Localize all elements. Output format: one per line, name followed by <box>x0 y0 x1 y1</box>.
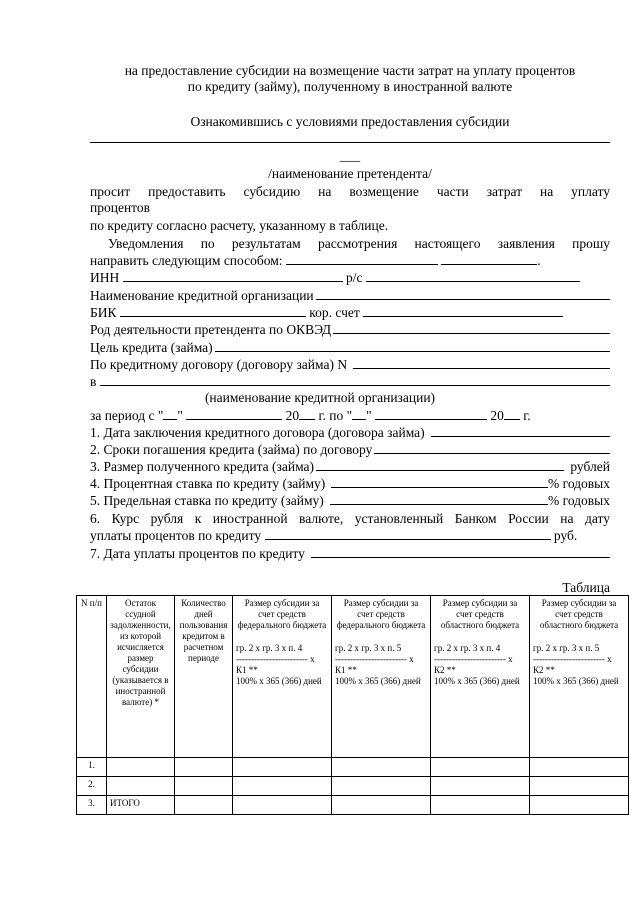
notice-line-1: Уведомления по результатам рассмотрения настоящего заявления прошу <box>108 236 610 251</box>
formula-bottom: 100% х 365 (366) дней <box>434 676 520 686</box>
intro-text: Ознакомившись с условиями предоставления субсидии <box>190 114 510 129</box>
applicant-name-line[interactable] <box>90 130 610 143</box>
rs-label: р/с <box>346 270 363 285</box>
formula-dash: ------------------------ х <box>236 654 315 664</box>
okved-label: Род деятельности претендента по ОКВЭД <box>90 322 332 337</box>
row-number: 2. <box>77 777 107 796</box>
header-regional-2 <box>530 596 629 758</box>
bank-name-row <box>90 288 610 304</box>
formula-dash: ------------------------ х <box>335 654 414 664</box>
item-6-unit: руб. <box>553 528 578 543</box>
notice-method-field[interactable] <box>286 253 438 265</box>
request-line-1: просит предоставить субсидию на возмещение части затрат на уплату <box>90 184 610 199</box>
table-cell[interactable] <box>233 777 332 796</box>
formula-top: гр. 2 х гр. 3 х п. 5 <box>533 643 600 653</box>
table-row <box>77 777 629 796</box>
max-rate-field[interactable] <box>330 493 548 505</box>
item-7-label: 7. Дата уплаты процентов по кредиту <box>90 546 305 561</box>
formula-federal-1 <box>236 643 328 687</box>
header-federal-2 <box>332 596 431 758</box>
item-6-row <box>90 528 610 544</box>
bank-name-label: Наименование кредитной организации <box>90 288 314 303</box>
item-4-label: 4. Процентная ставка по кредиту (займу) <box>90 476 326 491</box>
table-title: Таблица <box>562 580 610 595</box>
table-cell[interactable] <box>175 796 233 815</box>
header-federal-1 <box>233 596 332 758</box>
table-cell[interactable] <box>175 777 233 796</box>
period-to-year-field[interactable] <box>504 408 520 420</box>
request-line-3: по кредиту согласно расчету, указанному в таблице. <box>90 218 389 233</box>
exchange-rate-field[interactable] <box>265 528 551 540</box>
purpose-field[interactable] <box>215 340 610 352</box>
total-label: ИТОГО <box>107 796 175 815</box>
formula-top: гр. 2 х гр. 3 х п. 4 <box>434 643 501 653</box>
formula-coef: К1 ** <box>236 665 258 675</box>
table-cell[interactable] <box>107 777 175 796</box>
bank-name-field[interactable] <box>316 288 610 300</box>
table-cell[interactable] <box>332 796 431 815</box>
formula-bottom: 100% х 365 (366) дней <box>533 676 619 686</box>
item-3-label: 3. Размер полученного кредита (займа) <box>90 459 315 474</box>
subsidy-table <box>76 595 629 815</box>
period-prefix: за период с " <box>90 408 164 423</box>
item-1-label: 1. Дата заключения кредитного договора (договора займа) <box>90 425 425 440</box>
kor-label: кор. счет <box>309 305 360 320</box>
formula-federal-2 <box>335 643 427 687</box>
notice-method-field-2[interactable] <box>441 253 537 265</box>
period-from-month-field[interactable] <box>186 408 282 420</box>
applicant-name-caption: /наименование претендента/ <box>268 166 432 181</box>
table-cell[interactable] <box>332 758 431 777</box>
formula-dash: ------------------------ х <box>533 654 612 664</box>
header-federal-1-label: Размер субсидии за счет средств федерального бюджета <box>237 598 327 630</box>
bank-in-field[interactable] <box>100 374 610 386</box>
item-5-row <box>90 493 610 509</box>
notice-line-2: направить следующим способом: <box>90 253 283 268</box>
period-year-1: 20 <box>285 408 300 423</box>
formula-top: гр. 2 х гр. 3 х п. 4 <box>236 643 303 653</box>
formula-coef: К2 ** <box>533 665 555 675</box>
table-row <box>77 758 629 777</box>
formula-top: гр. 2 х гр. 3 х п. 5 <box>335 643 402 653</box>
rs-field[interactable] <box>366 270 580 282</box>
bik-row <box>90 305 610 321</box>
applicant-name-tail: ___ <box>339 148 361 163</box>
contract-row <box>90 357 610 373</box>
table-cell[interactable] <box>233 796 332 815</box>
table-cell[interactable] <box>431 777 530 796</box>
okved-field[interactable] <box>333 322 610 334</box>
period-to-month-field[interactable] <box>375 408 487 420</box>
formula-coef: К1 ** <box>335 665 357 675</box>
table-header-row <box>77 596 629 758</box>
row-number: 3. <box>77 796 107 815</box>
purpose-row <box>90 340 610 356</box>
interest-payment-date-field[interactable] <box>311 546 610 558</box>
formula-coef: К2 ** <box>434 665 456 675</box>
item-6-line-1: 6. Курс рубля к иностранной валюте, установленный Банком России на дату <box>90 511 610 526</box>
bik-label: БИК <box>90 305 117 320</box>
period-year-2: 20 <box>490 408 504 423</box>
bank-caption: (наименование кредитной организации) <box>204 390 436 405</box>
item-5-unit: % годовых <box>548 493 610 508</box>
inn-field[interactable] <box>123 270 343 282</box>
table-cell[interactable] <box>332 777 431 796</box>
item-4-row <box>90 476 610 492</box>
okved-row <box>90 322 610 338</box>
header-federal-2-label: Размер субсидии за счет средств федерального бюджета <box>336 598 426 630</box>
period-to-day-field[interactable] <box>352 408 366 420</box>
period-suffix: г. <box>523 408 531 423</box>
purpose-label: Цель кредита (займа) <box>90 340 213 355</box>
header-n: N п/п <box>77 596 107 758</box>
item-3-unit: рублей <box>570 459 610 474</box>
item-4-unit: % годовых <box>548 476 610 491</box>
period-quote-2: " <box>366 408 372 423</box>
item-6-line-2: уплаты процентов по кредиту <box>90 528 262 543</box>
table-cell[interactable] <box>175 758 233 777</box>
row-number: 1. <box>77 758 107 777</box>
bank-in-row <box>90 374 610 390</box>
contract-number-field[interactable] <box>353 357 610 369</box>
period-quote-1: " <box>177 408 183 423</box>
repayment-terms-field[interactable] <box>374 442 610 454</box>
in-label: в <box>90 374 97 389</box>
kor-field[interactable] <box>363 305 563 317</box>
heading-line-1: на предоставление субсидии на возмещение части затрат на уплату процентов <box>124 63 576 78</box>
table-row-total <box>77 796 629 815</box>
formula-regional-2 <box>533 643 625 687</box>
table-cell[interactable] <box>530 758 629 777</box>
item-3-row <box>90 459 610 475</box>
table-cell[interactable] <box>530 796 629 815</box>
header-balance: Остаток ссудной задолженности, из которой исчисляется размер субсидии (указывается в иностранной валюте) * <box>107 596 175 758</box>
formula-bottom: 100% х 365 (366) дней <box>335 676 421 686</box>
formula-dash: ------------------------ х <box>434 654 513 664</box>
header-days: Количество дней пользования кредитом в расчетном периоде <box>175 596 233 758</box>
loan-amount-field[interactable] <box>316 459 564 471</box>
bik-field[interactable] <box>120 305 306 317</box>
request-line-2: процентов <box>90 200 151 215</box>
notice-line-2-row: направить следующим способом: . <box>90 253 541 268</box>
item-7-row <box>90 546 610 562</box>
period-from-day-field[interactable] <box>163 408 177 420</box>
period-from-year-field[interactable] <box>299 408 315 420</box>
item-1-row <box>90 425 610 441</box>
period-to-label: г. по " <box>318 408 353 423</box>
table-cell[interactable] <box>431 796 530 815</box>
contract-date-field[interactable] <box>431 425 610 437</box>
header-regional-1-label: Размер субсидии за счет средств областного бюджета <box>440 598 520 630</box>
table-cell[interactable] <box>107 758 175 777</box>
item-2-label: 2. Сроки погашения кредита (займа) по договору <box>90 442 373 457</box>
inn-row <box>90 270 610 286</box>
period-row <box>90 408 610 424</box>
interest-rate-field[interactable] <box>331 476 548 488</box>
contract-label: По кредитному договору (договору займа) N <box>90 357 348 372</box>
formula-bottom: 100% х 365 (366) дней <box>236 676 322 686</box>
heading-line-2: по кредиту (займу), полученному в иностранной валюте <box>187 79 513 94</box>
table-cell[interactable] <box>431 758 530 777</box>
table-cell[interactable] <box>233 758 332 777</box>
table-cell[interactable] <box>530 777 629 796</box>
formula-regional-1 <box>434 643 526 687</box>
header-regional-2-label: Размер субсидии за счет средств областного бюджета <box>539 598 619 630</box>
inn-label: ИНН <box>90 270 120 285</box>
item-5-label: 5. Предельная ставка по кредиту (займу) <box>90 493 324 508</box>
header-regional-1 <box>431 596 530 758</box>
item-2-row <box>90 442 610 458</box>
